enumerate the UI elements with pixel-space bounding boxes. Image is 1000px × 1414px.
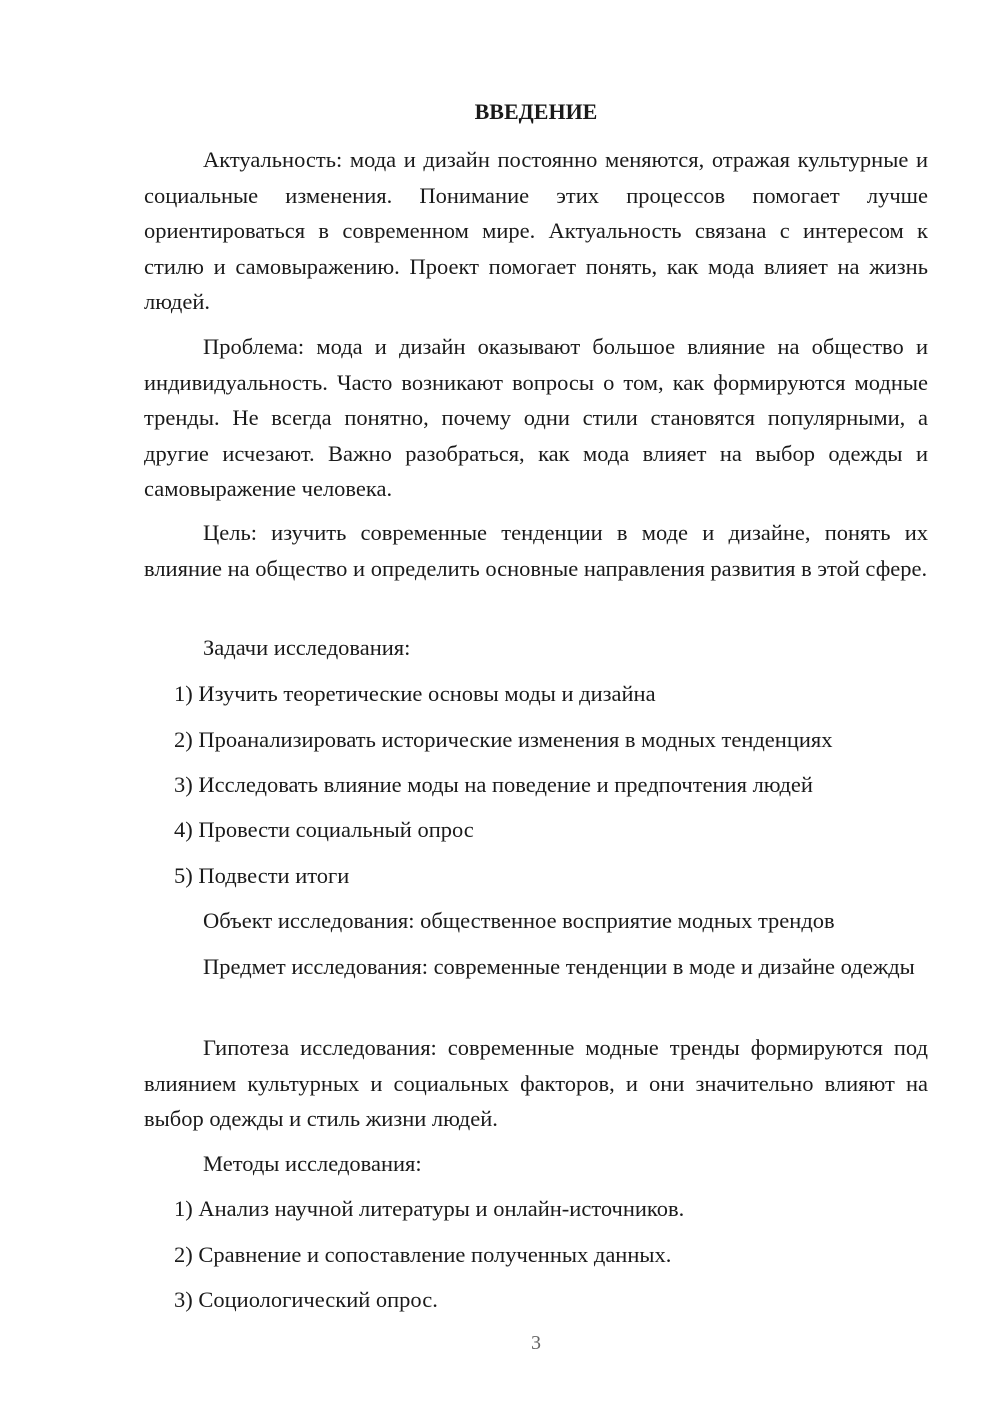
method-item: 2) Сравнение и сопоставление полученных данных. <box>174 1242 672 1267</box>
page-number: 3 <box>531 1332 541 1354</box>
paragraph-problem: Проблема: мода и дизайн оказывают большое влияние на общество и индивидуальность. Часто возникают вопросы о том, как формируются модные тренды. Не всегда понятно, почему одни стили становятся популярными, а другие исчезают. Важно разобраться, как мода влияет на выбор одежды и самовыражение человека. <box>144 334 928 501</box>
tasks-heading: Задачи исследования: <box>203 635 411 660</box>
task-item: 1) Изучить теоретические основы моды и дизайна <box>174 681 656 706</box>
task-item: 2) Проанализировать исторические изменения в модных тенденциях <box>174 727 833 752</box>
section-title: ВВЕДЕНИЕ <box>474 99 598 124</box>
task-item: 5) Подвести итоги <box>174 863 350 888</box>
method-item: 3) Социологический опрос. <box>174 1287 438 1312</box>
paragraph-relevance: Актуальность: мода и дизайн постоянно меняются, отражая культурные и социальные изменения. Понимание этих процессов помогает лучше ориентироваться в современном мире. Актуальность связана с интересом к стилю и самовыражению. Проект помогает понять, как мода влияет на жизнь людей. <box>144 147 928 314</box>
methods-heading: Методы исследования: <box>203 1151 422 1176</box>
task-item: 3) Исследовать влияние моды на поведение и предпочтения людей <box>174 772 813 797</box>
paragraph-object: Объект исследования: общественное восприятие модных трендов <box>203 908 835 933</box>
paragraph-goal: Цель: изучить современные тенденции в моде и дизайне, понять их влияние на общество и определить основные направления развития в этой сфере. <box>144 520 928 581</box>
paragraph-subject: Предмет исследования: современные тенденции в моде и дизайне одежды <box>203 954 915 979</box>
paragraph-hypothesis: Гипотеза исследования: современные модные тренды формируются под влиянием культурных и социальных факторов, и они значительно влияют на выбор одежды и стиль жизни людей. <box>144 1035 928 1131</box>
task-item: 4) Провести социальный опрос <box>174 817 474 842</box>
method-item: 1) Анализ научной литературы и онлайн-источников. <box>174 1196 685 1221</box>
